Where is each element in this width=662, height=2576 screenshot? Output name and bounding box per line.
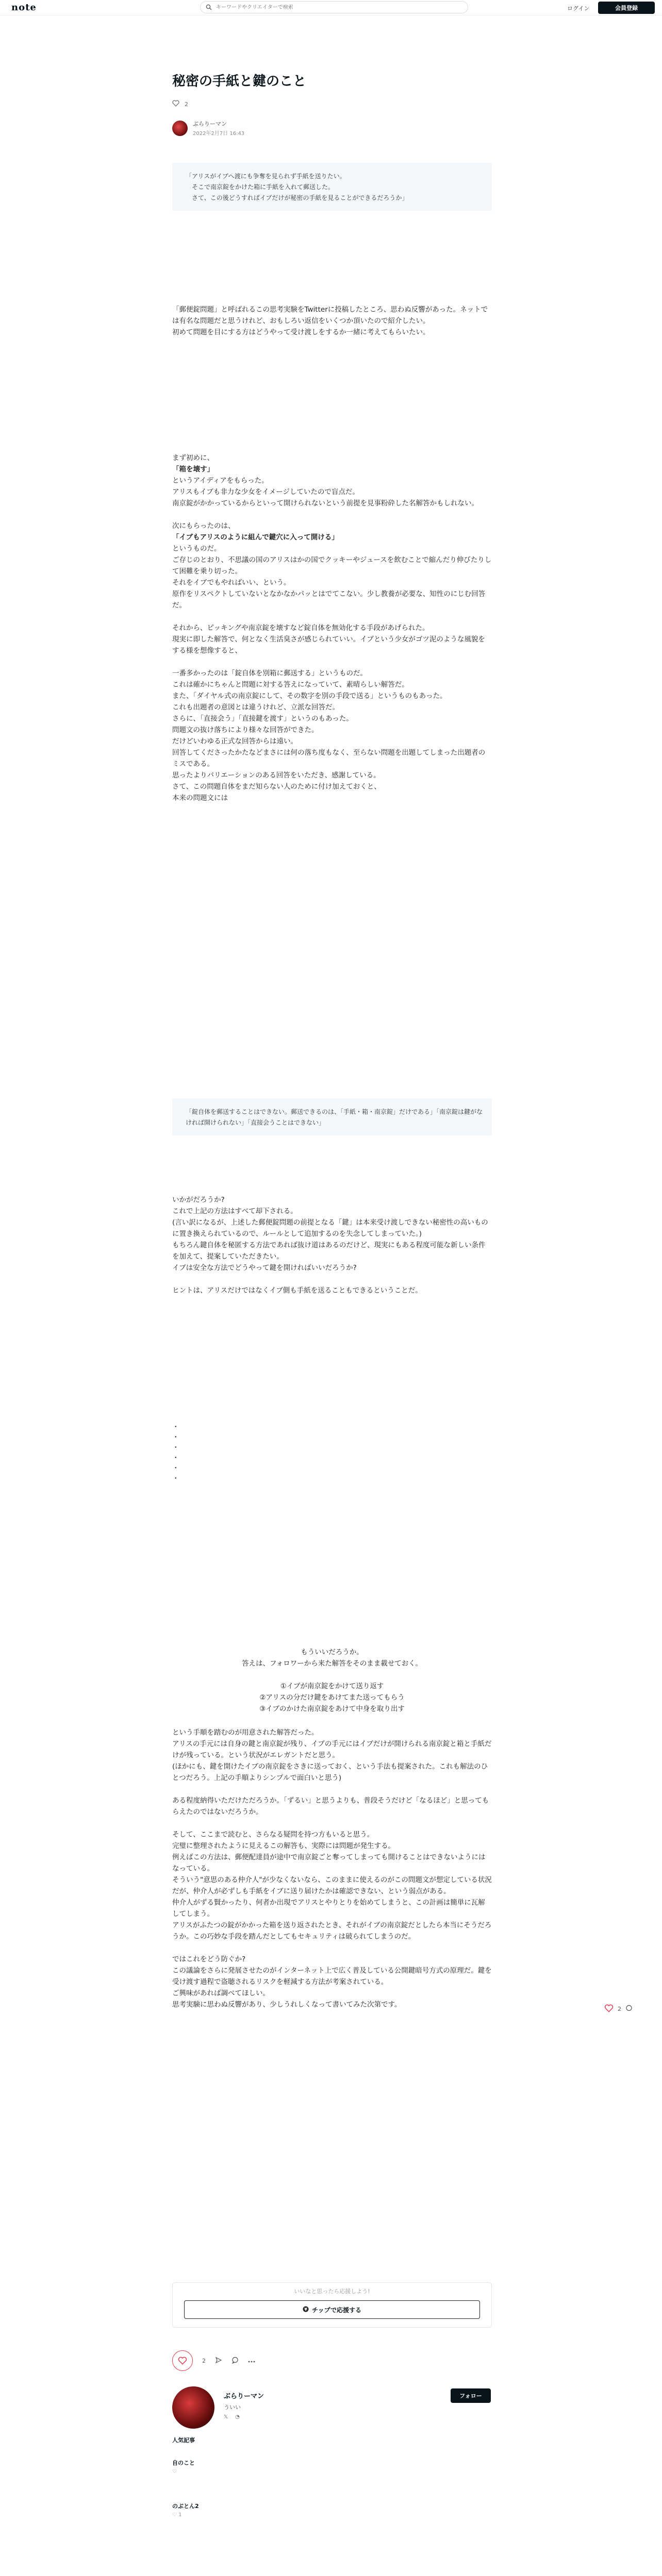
paragraph: 一番多かったのは「錠自体を別箱に郵送する」というものだ。 bbox=[172, 669, 367, 677]
paragraph: ・ bbox=[172, 1433, 179, 1442]
paragraph: アリスの手元には自身の鍵と南京錠が残り、イブの手元にはイブだけが開けられる南京錠と箱と手紙だけが残っている。という状況がエレガントだと思う。 bbox=[172, 1740, 492, 1759]
paragraph: (ほかにも、鍵を開けたイブの南京錠をさきに送っておく、という手法も提案された。これも解法のひとつだろう。上記の手順よりシンプルで面白いと思う) bbox=[172, 1762, 488, 1782]
heart-icon[interactable] bbox=[604, 2004, 614, 2014]
paragraph: この議論をさらに発展させたのがインターネット上で広く普及している公開鍵暗号方式の原理だ。鍵を受け渡す過程で盗聴されるリスクを軽減する方法が考案されている。 bbox=[172, 1967, 492, 1986]
paragraph bbox=[172, 1669, 492, 1681]
quote-line: 「錠自体を郵送することはできない。郵送できるのは、「手紙・箱・南京錠」だけである」「南京錠は鍵がなければ開けられない」「直接会うことはできない」 bbox=[186, 1108, 483, 1126]
paragraph: 回答してくださったかたなどまさには何の落ち度もなく、至らない問題を出題してしまった出題者のミスである。 bbox=[172, 749, 486, 768]
popular-item-title[interactable]: のぶとん2 bbox=[172, 2503, 199, 2510]
signup-button[interactable]: 会員登録 bbox=[598, 2, 655, 14]
paragraph bbox=[172, 611, 492, 622]
paragraph: これも出題者の意図とは違うけれど、立派な回答だ。 bbox=[172, 703, 339, 711]
popular-item-meta: ♡ bbox=[172, 2469, 177, 2475]
quote-block bbox=[172, 163, 492, 211]
paragraph: ・ bbox=[172, 1464, 179, 1472]
like-count: 2 bbox=[618, 2006, 621, 2012]
section-two bbox=[172, 1194, 492, 1296]
action-row bbox=[172, 2350, 255, 2371]
like-count: 2 bbox=[202, 2357, 206, 2364]
paragraph: (言い訳になるが、上述した郵便錠問題の前提となる「鍵」は本来受け渡しできない秘密性の高いものに置き換えられているので、ルールとして追加するのを失念してしまっていた。) bbox=[172, 1218, 488, 1238]
paragraph: 思考実験に思わぬ反響があり、少しうれしくなって書いてみた次第です。 bbox=[172, 2001, 402, 2009]
paragraph: また、「ダイヤル式の南京錠にして、その数字を別の手段で送る」というものもあった。 bbox=[172, 692, 447, 700]
profile-name[interactable]: ぶらりーマン bbox=[224, 2393, 264, 2400]
tip-button[interactable] bbox=[184, 2300, 480, 2319]
comment-icon[interactable] bbox=[231, 2357, 239, 2365]
paragraph: 本来の問題文には bbox=[172, 794, 228, 802]
paragraph: ご存じのとおり、不思議の国のアリスはかの国でクッキーやジュースを飲むことで縮んだり伸びたりして困難を乗り切った。 bbox=[172, 556, 492, 575]
paragraph: 仲介人がずる賢かったり、何者か出現でアリスとやりとりを始めてしまうと、この計画は簡単に瓦解してしまう。 bbox=[172, 1899, 485, 1918]
svg-text:¥: ¥ bbox=[304, 2307, 307, 2312]
paragraph: 「イブもアリスのように組んで鍵穴に入って開ける」 bbox=[172, 533, 339, 541]
paragraph: ①イブが南京錠をかけて送り返す bbox=[280, 1682, 384, 1690]
paragraph: そういう"意思のある仲介人"が少なくないなら、このままに使えるのがこの問題文が想定している状況だが、仲介人が必ずしも手紙をイブに送り届けたかは確認できない、という弱点がある。 bbox=[172, 1876, 492, 1895]
paragraph: ・ bbox=[172, 1454, 179, 1462]
paragraph: これは確かにちゃんと問題に対する答えになっていて、素晴らしい解答だ。 bbox=[172, 681, 409, 689]
quote-line: 「アリスがイブへ渡にも争奪を見られず手紙を送りたい。 bbox=[186, 173, 346, 180]
paragraph bbox=[172, 1942, 492, 1954]
paragraph: 「箱を壊す」 bbox=[172, 465, 214, 473]
floating-like bbox=[604, 2004, 633, 2014]
article-title: 秘密の手紙と鍵のこと bbox=[172, 74, 307, 89]
tip-icon bbox=[303, 2306, 309, 2314]
paragraph: ・ bbox=[172, 1475, 179, 1483]
popular-item-meta: ♡ 1 bbox=[172, 2512, 182, 2518]
paragraph: さらに、「直接会う」「直接鍵を渡す」というのもあった。 bbox=[172, 715, 353, 723]
top-like-row bbox=[172, 100, 188, 108]
paragraph: というものだ。 bbox=[172, 545, 221, 553]
support-box bbox=[172, 2282, 492, 2328]
paragraph: 南京錠がかかっているからといって開けられないという前提を見事粉砕した名解答かもしれない。 bbox=[172, 499, 478, 507]
avatar[interactable] bbox=[172, 2386, 214, 2429]
paragraph: という手順を踏むのが用意された解答だった。 bbox=[172, 1728, 319, 1737]
paragraph: 原作をリスペクトしていないとなかなかパッとはでてこない。少し教養が必要な、知性のにじむ回答だ。 bbox=[172, 590, 486, 609]
paragraph: ③イブのかけた南京錠をあけて中身を取り出す bbox=[259, 1705, 405, 1713]
list-item[interactable] bbox=[172, 2502, 492, 2518]
paragraph: アリスもイブも非力な少女をイメージしていたので盲点だ。 bbox=[172, 488, 359, 496]
login-link[interactable]: ログイン bbox=[567, 5, 590, 12]
paragraph: 例えばこの方法は、郵便配達員が途中で南京錠ごと奪ってしまっても開けることはできないようにはなっている。 bbox=[172, 1853, 486, 1873]
note-logo[interactable]: note bbox=[11, 2, 37, 13]
paragraph: 次にもらったのは、 bbox=[172, 522, 235, 530]
section-one bbox=[172, 452, 492, 804]
like-button[interactable] bbox=[172, 2350, 193, 2371]
author-row[interactable] bbox=[172, 120, 244, 137]
answer-block bbox=[172, 1647, 492, 1715]
paragraph: さて、この問題自体をまだ知らない人のために付け加えておくと、 bbox=[172, 783, 381, 791]
paragraph: もういいだろうか。 bbox=[301, 1648, 363, 1656]
paragraph bbox=[172, 656, 492, 668]
search-icon bbox=[206, 4, 212, 10]
paragraph: 初めて問題を目にする方はどうやって受け渡しをするか一緒に考えてもらいたい。 bbox=[172, 328, 430, 336]
heart-icon bbox=[178, 2357, 187, 2365]
quote-line: そこで南京錠をかけた箱に手紙を入れて郵送した。 bbox=[186, 183, 335, 191]
paragraph: 完璧に整理されたように見えるこの解答も、実際には問題が発生する。 bbox=[172, 1842, 395, 1850]
paragraph: これで上記の方法はすべて却下される。 bbox=[172, 1207, 297, 1215]
header bbox=[0, 0, 662, 15]
paragraph: まず初めに、 bbox=[172, 454, 214, 462]
popular-title: 人気記事 bbox=[172, 2437, 195, 2444]
paragraph: イブは安全な方法でどうやって鍵を開ければいいだろうか? bbox=[172, 1264, 357, 1272]
paragraph: それをイブでもやればいい、という。 bbox=[172, 579, 291, 587]
paragraph: ある程度納得いただけただろうか。「ずるい」と思うよりも、普段そうだけど「なるほど」と思ってもらえたのではないだろうか。 bbox=[172, 1797, 489, 1816]
paragraph: ・ bbox=[172, 1423, 179, 1431]
popular-item-title[interactable]: 自のこと bbox=[172, 2460, 195, 2466]
rss-icon[interactable]: ◔ bbox=[235, 2414, 240, 2420]
section-three bbox=[172, 1727, 492, 2010]
profile-bio: ういい bbox=[224, 2404, 241, 2411]
paragraph: 「郵便錠問題」と呼ばれるこの思考実験をTwitterに投稿したところ、思わぬ反響があった。ネットでは有名な問題だと思うけれど、おもしろい返信をいくつか頂いたので紹介したい。 bbox=[172, 306, 488, 325]
rules-quote bbox=[172, 1098, 492, 1136]
more-icon[interactable] bbox=[248, 2358, 255, 2364]
paragraph: ②アリスの分だけ鍵をあけてまた送ってもらう bbox=[259, 1693, 405, 1702]
paragraph bbox=[172, 1818, 492, 1829]
paragraph: もちろん鍵自体を秘匿する方法であれば抜け道はあるのだけど、現実にもある程度可能な新しい条件を加えて、提案していただきたい。 bbox=[172, 1241, 486, 1261]
comment-icon[interactable] bbox=[625, 2005, 633, 2013]
search-bar[interactable] bbox=[200, 1, 468, 13]
paragraph: そして、ここまで読むと、さらなる疑問を持つ方もいると思う。 bbox=[172, 1831, 374, 1839]
quote-line: さて、この後どうすればイブだけが秘密の手紙を見ることができるだろうか」 bbox=[186, 194, 408, 201]
author-name[interactable]: ぶらりーマン bbox=[193, 121, 227, 127]
share-icon[interactable] bbox=[215, 2357, 222, 2365]
paragraph: それから、ピッキングや南京錠を壊すなど錠自体を無効化する手段があげられた。 bbox=[172, 624, 429, 632]
paragraph: アリスがふたつの錠がかかった箱を送り返されたとき、それがイブの南京錠だとしたら本当にそうだろうか。この巧妙な手段を踏んだとしてもセキュリティは破られてしまうのだ。 bbox=[172, 1921, 492, 1941]
twitter-icon[interactable]: 𝕏 bbox=[224, 2414, 228, 2420]
intro-block bbox=[172, 304, 492, 338]
paragraph: ・ bbox=[172, 1444, 179, 1452]
paragraph: というアイディアをもらった。 bbox=[172, 477, 269, 485]
search-input[interactable] bbox=[216, 5, 453, 10]
avatar[interactable] bbox=[172, 121, 188, 136]
paragraph: ではこれをどう防ぐか? bbox=[172, 1955, 246, 1963]
paragraph: 問題文の抜け落ちにより様々な回答ができた。 bbox=[172, 726, 319, 734]
tip-label: チップで応援する bbox=[311, 2306, 361, 2314]
paragraph: いかがだろうか? bbox=[172, 1196, 225, 1204]
like-count: 2 bbox=[185, 100, 188, 108]
paragraph: ご興味があれば調べてほしい。 bbox=[172, 1989, 270, 1997]
profile-sns bbox=[224, 2414, 240, 2420]
paragraph bbox=[172, 1784, 492, 1795]
spoiler-dots bbox=[172, 1422, 492, 1484]
paragraph: 現実に即した解答で、何となく生活臭さが感じられていい。イブという少女がゴツ泥のような風貌をする様を想像すると、 bbox=[172, 635, 485, 655]
follow-button[interactable]: フォロー bbox=[451, 2388, 491, 2403]
paragraph: 答えは、フォロワーから来た解答をそのまま載せておく。 bbox=[241, 1659, 423, 1668]
paragraph: だけどいわゆる正式な回答からは遠い。 bbox=[172, 737, 297, 745]
paragraph: ヒントは、アリスだけではなくイブ側も手紙を送ることもできるということだ。 bbox=[172, 1286, 422, 1295]
paragraph bbox=[172, 1274, 492, 1285]
support-label: いいなと思ったら応援しよう! bbox=[294, 2288, 370, 2295]
publish-date: 2022年2月7日 16:43 bbox=[193, 131, 245, 137]
heart-icon[interactable] bbox=[172, 100, 179, 108]
paragraph bbox=[172, 509, 492, 520]
list-item[interactable] bbox=[172, 2459, 492, 2475]
paragraph: 思ったよりバリエーションのある回答をいただき、感謝している。 bbox=[172, 771, 380, 779]
